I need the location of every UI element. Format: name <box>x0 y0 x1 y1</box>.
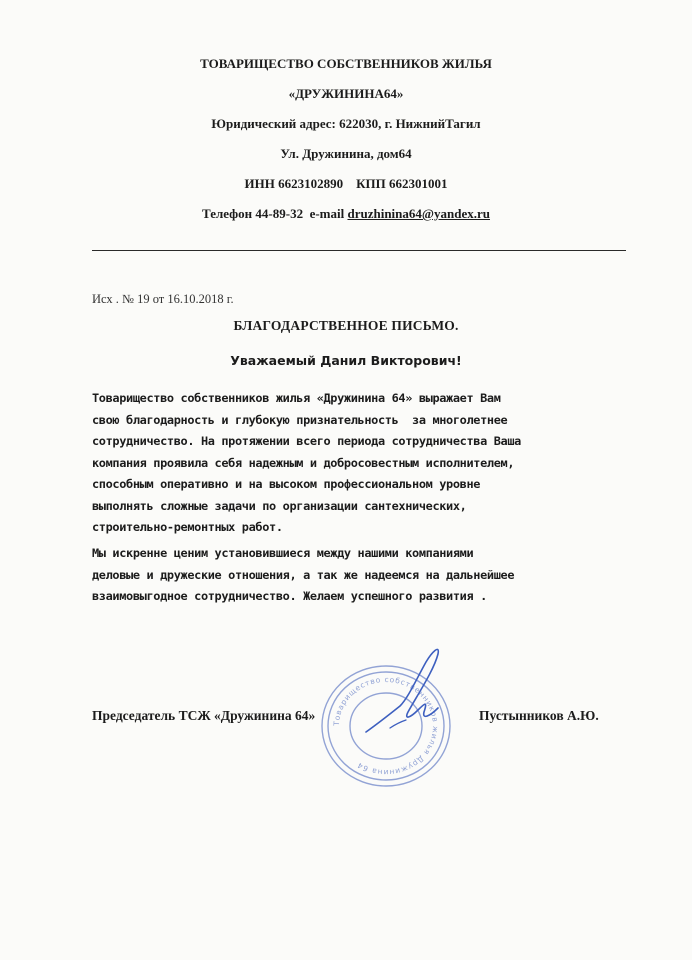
handwritten-signature <box>360 640 450 750</box>
letter-title: БЛАГОДАРСТВЕННОЕ ПИСЬМО. <box>233 318 459 333</box>
email-link[interactable]: druzhinina64@yandex.ru <box>347 206 490 221</box>
paragraph-line: строительно-ремонтных работ. <box>92 520 283 534</box>
paragraph-line: деловые и дружеские отношения, а так же надеемся на дальнейшее <box>92 567 515 582</box>
letterhead <box>0 54 692 234</box>
paragraph-line: Товарищество собственников жилья «Дружинина 64» выражает Вам <box>92 391 501 405</box>
stamp-ring-text: Товарищество собственников жилья Дружинина 64 <box>331 674 441 778</box>
header-divider <box>92 250 626 251</box>
street-address: Ул. Дружинина, дом64 <box>280 146 412 161</box>
letter-greeting: Уважаемый Данил Викторович! <box>230 353 462 368</box>
outgoing-reference: Исх . № 19 от 16.10.2018 г. <box>92 292 234 306</box>
paragraph-line: способным оперативно и на высоком профессиональном уровне <box>92 477 481 491</box>
paragraph-line: выполнять сложные задачи по организации сантехнических, <box>92 498 467 513</box>
phone-line: Телефон 44-89-32 e-mail <box>202 206 348 221</box>
inn-kpp: ИНН 6623102890 КПП 662301001 <box>244 176 448 191</box>
paragraph-line: взаимовыгодное сотрудничество. Желаем успешного развития . <box>92 589 487 603</box>
paragraph-2 <box>92 543 652 608</box>
legal-address: Юридический адрес: 622030, г. НижнийТагил <box>211 116 481 131</box>
org-name: ТОВАРИЩЕСТВО СОБСТВЕННИКОВ ЖИЛЬЯ <box>200 56 492 71</box>
paragraph-line: Мы искренне ценим установившиеся между нашими компаниями <box>92 546 474 560</box>
paragraph-line: свою благодарность и глубокую признательность за многолетнее <box>92 412 508 427</box>
org-short-name: «ДРУЖИНИНА64» <box>288 86 404 101</box>
paragraph-1 <box>92 388 652 539</box>
signatory-title: Председатель ТСЖ «Дружинина 64» <box>92 708 316 723</box>
paragraph-line: компания проявила себя надежным и добросовестным исполнителем, <box>92 455 515 470</box>
paragraph-line: сотрудничество. На протяжении всего периода сотрудничества Ваша <box>92 434 521 448</box>
signatory-name: Пустынников А.Ю. <box>479 708 599 723</box>
